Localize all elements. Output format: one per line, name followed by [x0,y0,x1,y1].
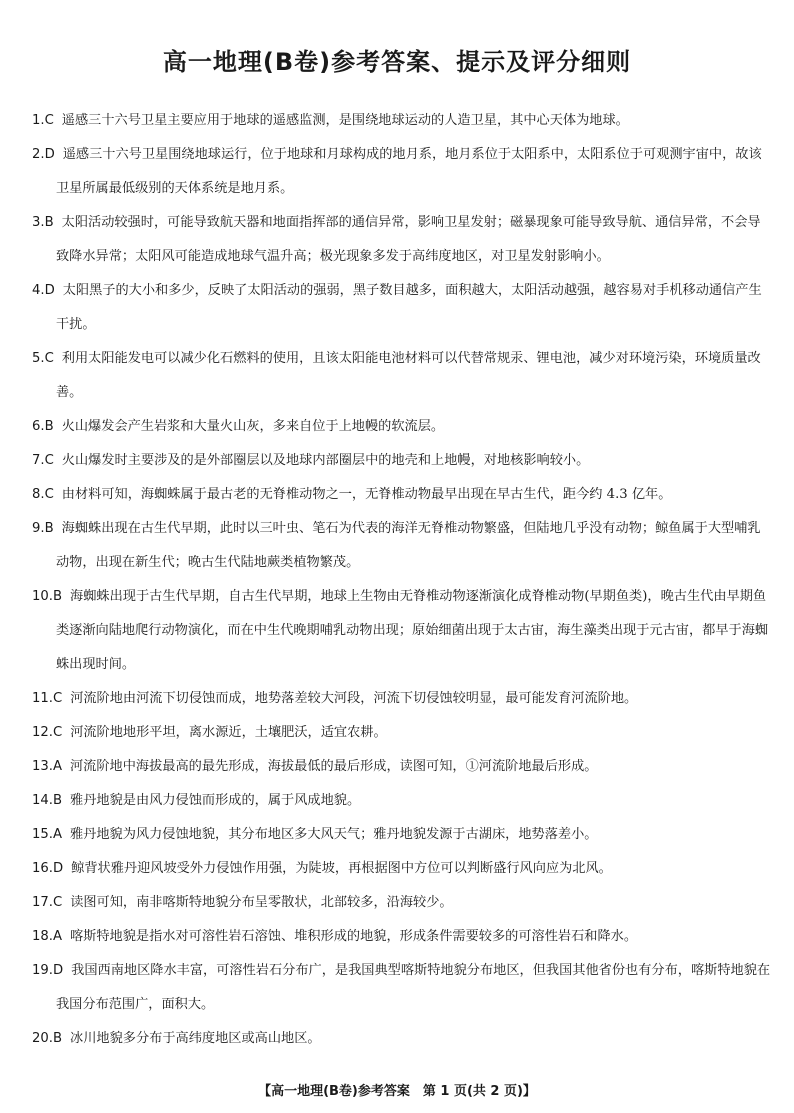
answer-item [32,886,772,920]
answer-explanation: 遥感三十六号卫星围绕地球运行，位于地球和月球构成的地月系，地月系位于太阳系中，太阳系位于可观测宇宙中，故该卫星所属最低级别的天体系统是地月系。 [56,147,762,196]
answer-number: 7.C [32,453,54,468]
answer-item [32,274,772,342]
page-footer: 【高一地理(B卷)参考答案 第 1 页(共 2 页)】 [258,1084,536,1099]
answer-item [32,716,772,750]
answer-item [32,206,772,274]
answer-explanation: 利用太阳能发电可以减少化石燃料的使用，且该太阳能电池材料可以代替常规汞、锂电池，减少对环境污染，环境质量改善。 [56,351,761,400]
answer-item [32,410,772,444]
answer-item [32,954,772,1022]
answer-item [32,580,772,682]
answer-number: 18.A [32,929,62,944]
answer-explanation: 鲸背状雅丹迎风坡受外力侵蚀作用强，为陡坡，再根据图中方位可以判断盛行风向应为北风。 [71,861,612,876]
answer-item [32,750,772,784]
answer-explanation: 太阳黑子的大小和多少，反映了太阳活动的强弱，黑子数目越多，面积越大，太阳活动越强，越容易对手机移动通信产生干扰。 [56,283,762,332]
answer-number: 12.C [32,725,63,740]
answer-number: 5.C [32,351,54,366]
answer-explanation: 火山爆发时主要涉及的是外部圈层以及地球内部圈层中的地壳和上地幔，对地核影响较小。 [61,453,590,468]
answer-number: 19.D [32,963,64,978]
answer-list [32,104,772,1056]
answer-number: 9.B [32,521,54,536]
answer-item [32,784,772,818]
answer-number: 13.A [32,759,62,774]
answer-explanation: 我国西南地区降水丰富，可溶性岩石分布广，是我国典型喀斯特地貌分布地区，但我国其他省份也有分布，喀斯特地貌在我国分布范围广，面积大。 [56,963,771,1012]
answer-number: 11.C [32,691,63,706]
answer-number: 6.B [32,419,54,434]
answer-explanation: 喀斯特地貌是指水对可溶性岩石溶蚀、堆积形成的地貌，形成条件需要较多的可溶性岩石和降水。 [70,929,638,944]
answer-explanation: 读图可知，南非喀斯特地貌分布呈零散状，北部较多，沿海较少。 [70,895,453,910]
answer-item [32,512,772,580]
answer-explanation: 河流阶地中海拔最高的最先形成，海拔最低的最后形成，读图可知，①河流阶地最后形成。 [70,759,598,774]
answer-explanation: 冰川地貌多分布于高纬度地区或高山地区。 [70,1031,321,1046]
answer-explanation: 火山爆发会产生岩浆和大量火山灰，多来自位于上地幔的软流层。 [61,419,445,434]
answer-item [32,138,772,206]
answer-number: 4.D [32,283,55,298]
answer-item [32,920,772,954]
answer-number: 1.C [32,113,54,128]
answer-item [32,682,772,716]
answer-number: 8.C [32,487,54,502]
answer-item [32,444,772,478]
answer-explanation: 河流阶地由河流下切侵蚀而成，地势落差较大河段，河流下切侵蚀较明显，最可能发育河流阶地。 [70,691,638,706]
page-title: 高一地理(B卷)参考答案、提示及评分细则 [162,48,632,76]
answer-explanation: 雅丹地貌为风力侵蚀地貌，其分布地区多大风天气；雅丹地貌发源于古湖床，地势落差小。 [70,827,598,842]
answer-number: 14.B [32,793,63,808]
answer-number: 2.D [32,147,55,162]
answer-explanation: 河流阶地地形平坦，离水源近，土壤肥沃，适宜农耕。 [70,725,387,740]
answer-explanation: 雅丹地貌是由风力侵蚀而形成的，属于风成地貌。 [70,793,361,808]
answer-number: 20.B [32,1031,63,1046]
answer-explanation: 遥感三十六号卫星主要应用于地球的遥感监测，是围绕地球运动的人造卫星，其中心天体为地球。 [61,113,629,128]
answer-item [32,852,772,886]
answer-explanation: 海蜘蛛出现于古生代早期，自古生代早期，地球上生物由无脊椎动物逐渐演化成脊椎动物(早期鱼类)，晚古生代由早期鱼类逐渐向陆地爬行动物演化，而在中生代晚期哺乳动物出现；原始细菌出现于太古宙，海生藻类出现于元古宙，都早于海蜘蛛出现时间。 [56,589,769,672]
answer-explanation: 海蜘蛛出现在古生代早期，此时以三叶虫、笔石为代表的海洋无脊椎动物繁盛，但陆地几乎没有动物；鲸鱼属于大型哺乳动物，出现在新生代；晚古生代陆地蕨类植物繁茂。 [56,521,761,570]
answer-item [32,478,772,512]
answer-item [32,104,772,138]
answer-number: 10.B [32,589,63,604]
answer-number: 16.D [32,861,64,876]
answer-item [32,818,772,852]
answer-item [32,1022,772,1056]
answer-number: 17.C [32,895,63,910]
answer-explanation: 由材料可知，海蜘蛛属于最古老的无脊椎动物之一，无脊椎动物最早出现在早古生代，距今约 4.3 亿年。 [61,487,672,502]
answer-item [32,342,772,410]
answer-number: 15.A [32,827,62,842]
answer-explanation: 太阳活动较强时，可能导致航天器和地面指挥部的通信异常，影响卫星发射；磁暴现象可能导致导航、通信异常，不会导致降水异常；太阳风可能造成地球气温升高；极光现象多发于高纬度地区，对卫星发射影响小。 [56,215,761,264]
answer-number: 3.B [32,215,54,230]
